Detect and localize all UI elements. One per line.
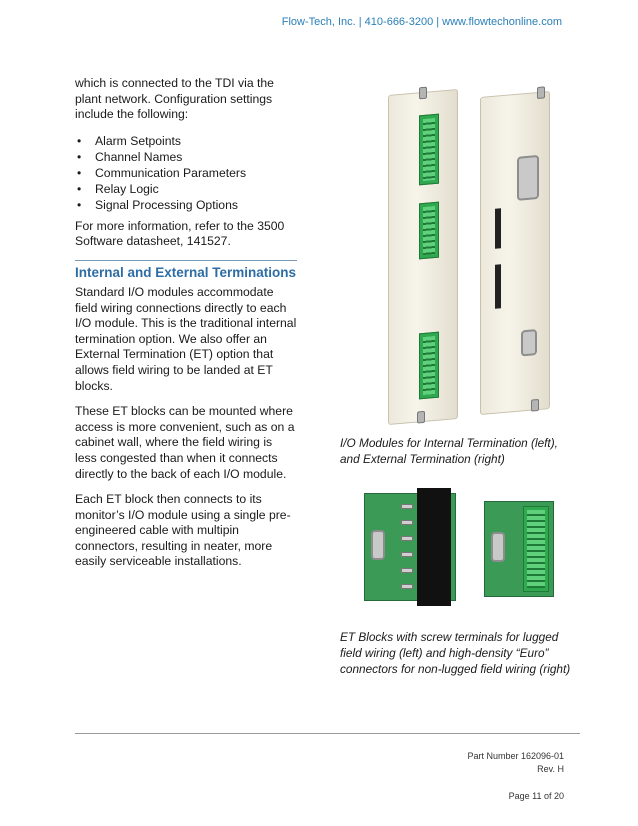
screw-icon	[531, 399, 539, 412]
section-title: Internal and External Terminations	[75, 264, 297, 280]
terminal-row	[401, 552, 413, 557]
green-connector	[419, 114, 439, 186]
left-column	[75, 76, 297, 580]
terminations-paragraph-2: These ET blocks can be mounted where access is more convenient, such as on a cabinet wall, where the field wiring is less congested than when it connects directly to the back of each I/O module.	[75, 404, 295, 481]
intro-paragraph: which is connected to the TDI via the plant network. Configuration settings include the following:	[75, 76, 274, 122]
dsub-connector-icon	[521, 329, 537, 356]
io-modules-caption: I/O Modules for Internal Termination (left), and External Termination (right)	[340, 436, 558, 466]
terminations-paragraph-1: Standard I/O modules accommodate field wiring connections directly to each I/O module. This is the traditional internal termination option. We also offer an External Termination (ET) option that allows field wiring to be landed at ET blocks.	[75, 284, 297, 393]
screw-terminal-strip	[417, 488, 451, 606]
io-modules-photo	[362, 76, 582, 428]
terminal-row	[401, 568, 413, 573]
screw-icon	[419, 87, 427, 100]
euro-connector	[523, 506, 549, 592]
dsub-connector-icon	[517, 155, 539, 201]
dsub-connector-icon	[371, 530, 385, 560]
dsub-connector-icon	[491, 532, 505, 562]
list-item: • Signal Processing Options	[75, 197, 297, 213]
screw-terminal-et-block	[364, 493, 456, 601]
screw-icon	[417, 411, 425, 424]
more-info-paragraph: For more information, refer to the 3500 Software datasheet, 141527.	[75, 218, 285, 249]
euro-connector-et-block	[484, 501, 554, 597]
green-connector	[419, 332, 439, 400]
part-number: Part Number 162096-01	[467, 751, 564, 761]
footer-divider	[75, 733, 580, 734]
terminal-row	[401, 504, 413, 509]
indicator-slot	[495, 264, 501, 309]
list-item: • Relay Logic	[75, 181, 297, 197]
right-column	[340, 76, 580, 677]
page-header: Flow-Tech, Inc. | 410-666-3200 | www.flowtechonline.com	[281, 16, 562, 28]
et-blocks-caption: ET Blocks with screw terminals for lugged field wiring (left) and high-density “Euro” connectors for non-lugged field wiring (right)	[340, 630, 571, 676]
section-heading	[75, 260, 297, 279]
terminations-paragraph-3: Each ET block then connects to its monitor’s I/O module using a single pre-engineered cable with multipin connectors, resulting in neater, more easily serviceable installations.	[75, 492, 291, 569]
page-number: Page 11 of 20	[508, 791, 564, 801]
page-footer	[467, 750, 564, 803]
terminal-row	[401, 584, 413, 589]
config-settings-list	[75, 133, 297, 213]
external-termination-module	[480, 91, 550, 415]
indicator-slot	[495, 208, 501, 249]
terminal-row	[401, 536, 413, 541]
revision: Rev. H	[537, 764, 564, 774]
et-blocks-photo	[364, 485, 572, 603]
list-item: • Communication Parameters	[75, 165, 297, 181]
internal-termination-module	[388, 89, 458, 425]
green-connector	[419, 202, 439, 260]
list-item: • Channel Names	[75, 149, 297, 165]
terminal-row	[401, 520, 413, 525]
list-item: • Alarm Setpoints	[75, 133, 297, 149]
screw-icon	[537, 86, 545, 99]
